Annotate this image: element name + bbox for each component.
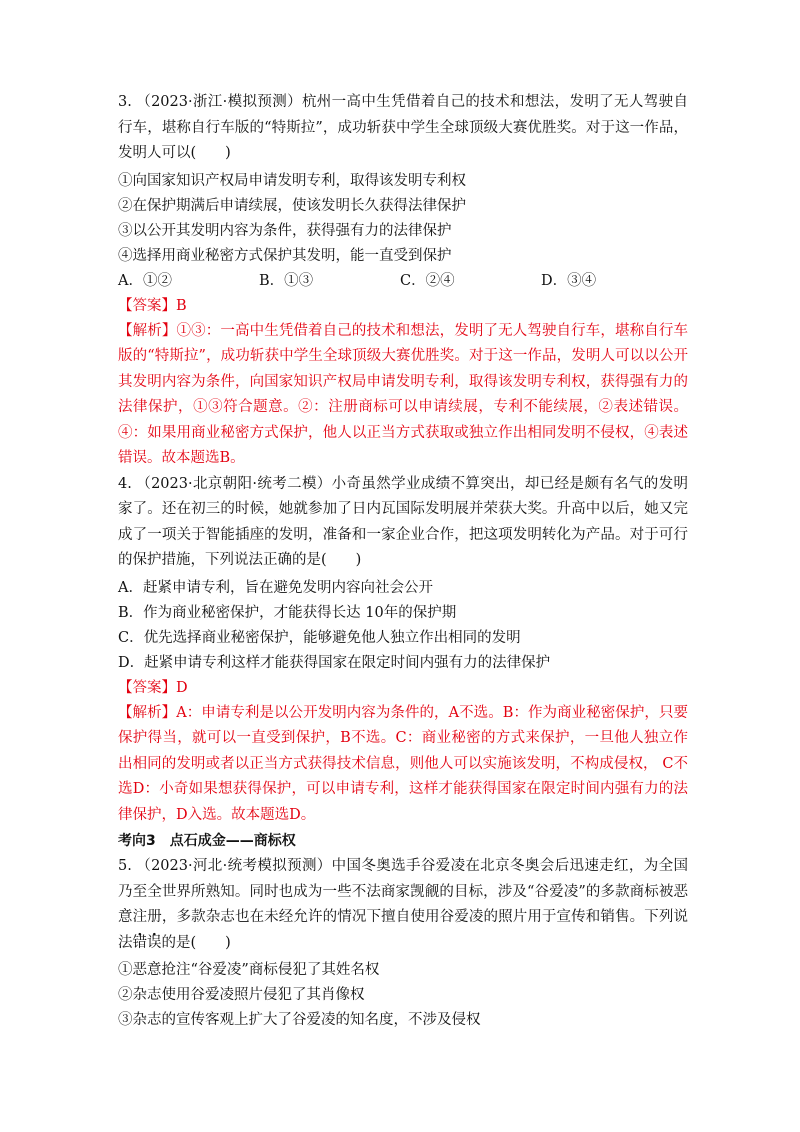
- question-text: （2023·浙江·模拟预测）杭州一高中生凭借着自己的技术和想法，发明了无人驾驶自行车，堪称自行车版的“特斯拉”，成功斩获中学生全球顶级大赛优胜奖。对于这一作品，发明人可以( ): [118, 94, 688, 161]
- q5-option-2: ②杂志使用谷爱凌照片侵犯了其肖像权: [118, 987, 365, 1003]
- q3-choice-d: D．③④: [541, 272, 597, 289]
- question-5-stem: [118, 854, 688, 956]
- q3-option-3: ③以公开其发明内容为条件，获得强有力的法律保护: [118, 222, 452, 239]
- q4-option-b: B．作为商业秘密保护，才能获得长达 10年的保护期: [118, 604, 457, 621]
- question-number: 4.: [118, 475, 132, 492]
- q4-analysis: [118, 701, 688, 829]
- q3-answer: [118, 294, 688, 319]
- question-text: （2023·北京朝阳·统考二模）小奇虽然学业成绩不算突出，却已经是颇有名气的发明家了。还在初三的时候，她就参加了日内瓦国际发明展并荣获大奖。升高中以后，她又完成了一项关于智能插座的发明，准备和一家企业合作，把这项发明转化为产品。对于可行的保护措施，下列说法正确的是( ): [118, 475, 688, 568]
- q4-option-d: D．赶紧申请专利这样才能获得国家在限定时间内强有力的法律保护: [118, 654, 551, 671]
- answer-label: 【答案】: [118, 297, 176, 314]
- question-4-stem: [118, 472, 688, 574]
- q4-option-a: A．赶紧申请专利，旨在避免发明内容向社会公开: [118, 579, 433, 596]
- q3-option-2: ②在保护期满后申请续展，使该发明长久获得法律保护: [118, 197, 466, 214]
- question-text: （2023·河北·统考模拟预测）中国冬奥选手谷爱凌在北京冬奥会后迅速走红，为全国乃至全世界所熟知。同时也成为一些不法商家觊觎的目标，涉及“谷爱凌”的多款商标被恶意注册，多款杂志也在未经允许的情况下擅自使用谷爱凌的照片用于宣传和销售。下列说法: [118, 858, 688, 951]
- q5-option-3: ③杂志的宣传客观上扩大了谷爱凌的知名度，不涉及侵权: [118, 1012, 481, 1028]
- answer-value: B: [176, 297, 187, 314]
- q3-option-4: ④选择用商业秘密方式保护其发明，能一直受到保护: [118, 247, 452, 264]
- analysis-label: 【解析】: [118, 322, 177, 339]
- emphasis-char: 误: [147, 934, 162, 951]
- section-heading: 考向3 点石成金——商标权: [118, 833, 296, 849]
- document-content: [118, 90, 688, 1033]
- q3-option-1: ①向国家知识产权局申请发明专利，取得该发明专利权: [118, 172, 466, 189]
- analysis-text: A：申请专利是以公开发明内容为条件的，A不选。B：作为商业秘密保护，只要保护得当，就可以一直受到保护，B不选。C：商业秘密的方式来保护，一旦他人独立作出相同的发明或者以正当方式获得技术信息，则他人可以实施该发明，不构成侵权， C不选D：小奇如果想获得保护，可以申请专利，这样才能获得国家在限定时间内强有力的法律保护，D入选。故本题选D。: [118, 704, 688, 823]
- emphasis-char: 错: [132, 934, 147, 951]
- question-number: 3.: [118, 94, 132, 110]
- question-3-stem: [118, 90, 688, 167]
- q3-analysis: [118, 319, 688, 472]
- q3-choice-a: A．①②: [118, 272, 172, 289]
- q5-option-1: ①恶意抢注“谷爱凌”商标侵犯了其姓名权: [118, 962, 380, 978]
- question-number: 5.: [118, 858, 132, 874]
- q3-choices: [118, 269, 688, 294]
- analysis-text: ①③：一高中生凭借着自己的技术和想法，发明了无人驾驶自行车，堪称自行车版的“特斯拉”，成功斩获中学生全球顶级大赛优胜奖。对于这一作品，发明人可以以公开其发明内容为条件，向国家知识产权局申请发明专利，取得该发明专利权，获得强有力的法律保护，①③符合题意。②：注册商标可以申请续展，专利不能续展，②表述错误。④：如果用商业秘密方式保护，他人以正当方式获取或独立作出相同发明不侵权，④表述错误。故本题选B。: [118, 322, 689, 466]
- q3-choice-c: C．②④: [400, 272, 455, 289]
- question-text-tail: 的是( ): [161, 934, 231, 951]
- q3-choice-b: B．①③: [259, 272, 314, 289]
- q4-option-c: C．优先选择商业秘密保护，能够避免他人独立作出相同的发明: [118, 629, 521, 646]
- q4-answer: [118, 676, 688, 701]
- analysis-label: 【解析】: [118, 704, 177, 721]
- answer-label: 【答案】: [118, 679, 176, 696]
- answer-value: D: [176, 679, 188, 696]
